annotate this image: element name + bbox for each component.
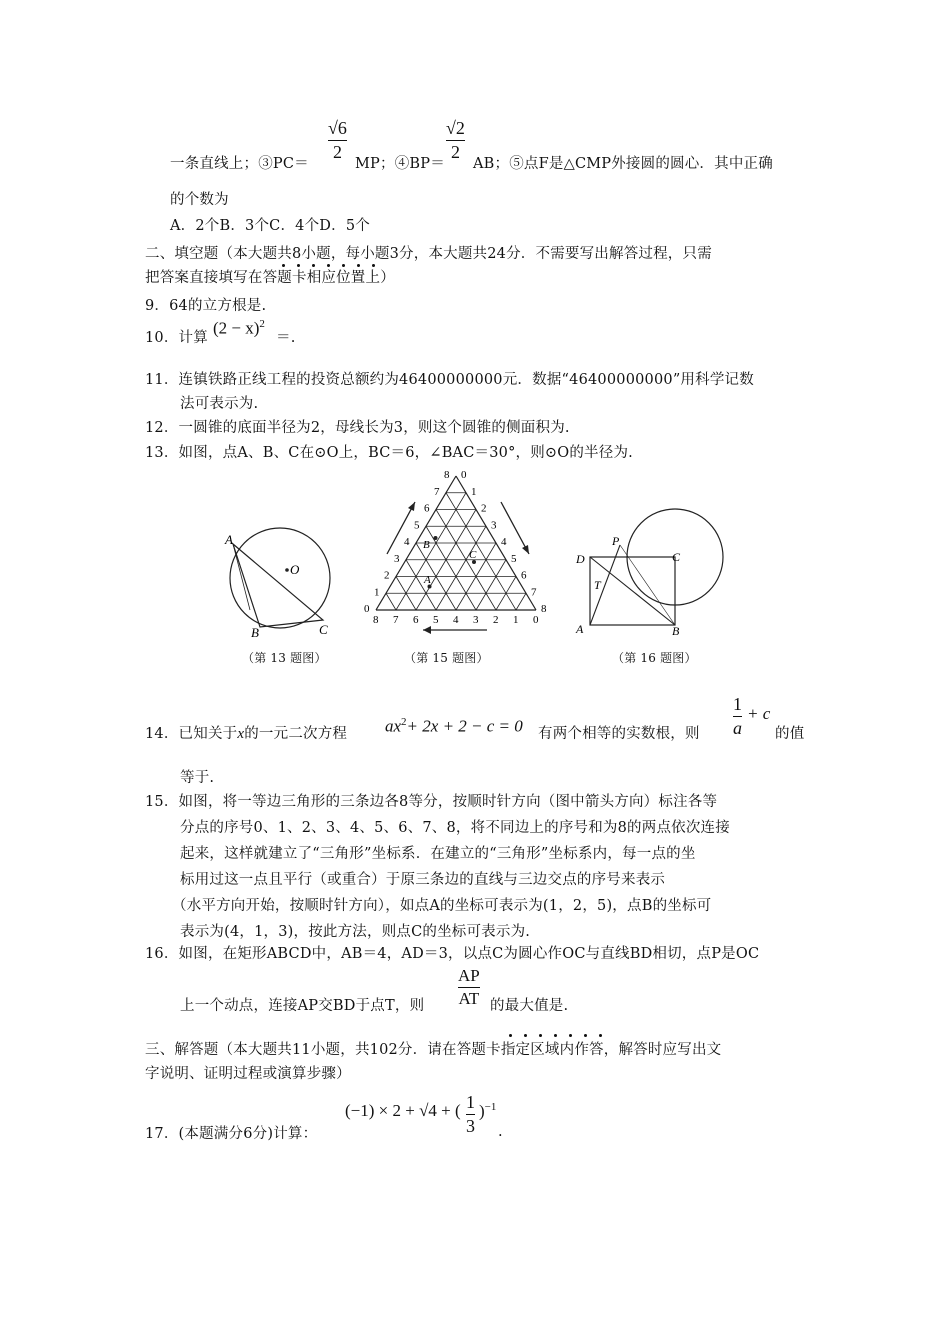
q8-line1-part3: AB；⑤点F是△CMP外接圆的圆心．其中正确 (473, 156, 773, 172)
left-num-7: 7 (434, 485, 440, 498)
arrow-left-edge (387, 502, 415, 554)
text-span: 上） (365, 270, 395, 286)
label-t: T (594, 578, 601, 592)
left-num-5: 5 (414, 519, 420, 532)
fraction-sqrt6-over-2 (328, 118, 347, 163)
label-c: C (469, 549, 477, 561)
label-d: D (576, 552, 585, 566)
label-c: C (319, 622, 328, 637)
q15-line1: 15．如图，将一等边三角形的三条边各8等分，按顺时针方向（图中箭头方向）标注各等 (145, 794, 718, 810)
q16-line2-part2: 的最大值是. (490, 998, 569, 1014)
q16-line2-part1: 上一个动点，连接AP交BD于点T，则 (180, 998, 425, 1014)
arrowhead-icon (423, 626, 431, 634)
variable-x: x (237, 726, 245, 742)
q17-prefix: 17．(本题满分6分)计算： (145, 1126, 318, 1142)
q16-line1: 16．如图，在矩形ABCD中，AB＝4，AD＝3，以点C为圆心作OC与直线BD相切，点P是OC (145, 946, 760, 962)
q14-frac-tail: + c (747, 704, 771, 723)
right-num-0: 0 (461, 469, 467, 481)
arrowhead-icon (408, 502, 415, 511)
bottom-num-1: 1 (513, 614, 519, 626)
exponent: 2 (401, 716, 407, 728)
fraction-1-over-a (733, 694, 742, 739)
bottom-num-7: 7 (393, 614, 399, 626)
fraction-1-over-3 (466, 1092, 475, 1137)
fraction-denominator: 2 (450, 142, 460, 162)
point-b (434, 536, 438, 540)
fraction-denominator: AT (458, 989, 480, 1008)
question-9: 9．64的立方根是. (145, 298, 267, 314)
bottom-num-3: 3 (473, 614, 479, 626)
label-a: A (424, 574, 431, 586)
right-num-8: 8 (541, 603, 547, 615)
q15-line5: （水平方向开始，按顺时针方向），如点A的坐标可表示为(1，2，5)，点B的坐标可 (172, 898, 712, 914)
fraction-numerator: √2 (446, 118, 465, 138)
label-p: P (612, 534, 620, 548)
bottom-num-2: 2 (493, 614, 499, 626)
label-a: A (576, 622, 584, 636)
right-num-2: 2 (481, 502, 487, 515)
question-11-line2: 法可表示为. (180, 396, 259, 412)
exponent: 2 (259, 318, 265, 330)
question-10 (145, 328, 208, 348)
label-o: O (290, 562, 300, 577)
bottom-num-4: 4 (453, 614, 459, 626)
figure-16 (568, 505, 738, 645)
grid-line (476, 560, 506, 610)
left-num-2: 2 (384, 569, 390, 582)
expression-part: ) (479, 1101, 485, 1121)
bottom-num-5: 5 (433, 614, 439, 626)
section2-heading-line2 (145, 268, 395, 288)
right-num-4: 4 (501, 536, 507, 548)
expression-text: (2 − x) (213, 318, 260, 338)
q10-prefix: 10．计算 (145, 330, 208, 346)
fraction-denominator: a (733, 718, 742, 738)
left-num-0: 0 (364, 603, 370, 615)
q14-equation (385, 716, 523, 737)
q15-line4: 标用过这一点且平行（或重合）于原三条边的直线与三边交点的序号来表示 (180, 872, 666, 888)
q15-line2: 分点的序号0、1、2、3、4、5、6、7、8，将不同边上的序号和为8的两点依次连接 (180, 820, 730, 836)
fraction-denominator: 3 (466, 1116, 475, 1136)
grid-line (436, 526, 486, 610)
center-point-o (285, 568, 289, 572)
fraction-numerator: √6 (328, 118, 347, 138)
equation-part: + 2x + 2 − c = 0 (406, 716, 523, 736)
triangle-grid (376, 476, 536, 610)
left-num-6: 6 (424, 502, 430, 515)
q8-line1-part2: MP；④BP＝ (355, 156, 445, 172)
q15-line6: 表示为(4，1，3)，按此方法，则点C的坐标可表示为. (180, 924, 531, 940)
bottom-edge-numbers (373, 614, 539, 626)
bottom-num-8: 8 (373, 614, 379, 626)
text-span: 把答案直接填写在 (145, 270, 263, 286)
emphasis-text: 答题卡相应位置 (262, 270, 366, 286)
fraction-ap-over-at (458, 966, 480, 1009)
arrowhead-icon (522, 545, 529, 554)
q14-mid2: 有两个相等的实数根，则 (538, 726, 700, 742)
left-num-8: 8 (444, 469, 450, 481)
q14-suffix: 的值 (775, 726, 805, 742)
figure-16-caption: （第 16 题图） (612, 651, 697, 665)
label-a: A (225, 532, 233, 547)
left-num-3: 3 (394, 552, 400, 565)
left-num-1: 1 (374, 586, 380, 599)
q17-end: . (498, 1124, 503, 1140)
right-num-1: 1 (471, 485, 477, 498)
q17-expression-b (479, 1101, 496, 1122)
grid-line (406, 560, 436, 610)
question-13: 13．如图，点A、B、C在⊙O上，BC＝6，∠BAC＝30°，则⊙O的半径为. (145, 445, 633, 461)
figure-13-caption: （第 13 题图） (242, 651, 327, 665)
grid-line (426, 526, 476, 610)
fraction-denominator: 2 (332, 142, 342, 162)
text-span: 内作答，解答时应写出文 (559, 1042, 722, 1058)
label-b: B (672, 624, 680, 638)
section3-heading-line1 (145, 1040, 721, 1060)
label-b: B (251, 625, 259, 640)
q14-line2: 等于. (180, 770, 215, 786)
text-span: 三、解答题（本大题共11小题，共102分．请在 (145, 1042, 457, 1058)
q10-expression (213, 318, 265, 339)
bottom-num-0: 0 (533, 614, 539, 626)
fraction-numerator: AP (458, 966, 480, 985)
right-num-7: 7 (531, 586, 537, 599)
figure-15-caption: （第 15 题图） (404, 651, 489, 665)
figure-15 (365, 462, 550, 642)
text-span: 14．已知关于 (145, 726, 238, 742)
label-c: C (672, 550, 681, 564)
exponent: −1 (484, 1101, 497, 1113)
bottom-num-6: 6 (413, 614, 419, 626)
q8-options: A．2个B．3个C．4个D．5个 (170, 218, 370, 234)
grid-line (386, 593, 396, 610)
section2-heading-line1: 二、填空题（本大题共8小题，每小题3分，本大题共24分．不需要写出解答过程，只需 (145, 246, 712, 262)
question-12: 12．一圆锥的底面半径为2，母线长为3，则这个圆锥的侧面积为. (145, 420, 570, 436)
grid-line (396, 493, 466, 610)
right-num-6: 6 (521, 569, 527, 582)
left-num-4: 4 (404, 536, 410, 548)
fraction-sqrt2-over-2 (446, 118, 465, 163)
q15-line3: 起来，这样就建立了“三角形”坐标系．在建立的“三角形”坐标系内，每一点的坐 (180, 846, 696, 862)
equation-part: ax (385, 716, 402, 736)
text-span: 的一元二次方程 (244, 726, 348, 742)
fraction-numerator: 1 (466, 1092, 475, 1112)
q14-prefix (145, 724, 347, 744)
section3-heading-line2: 字说明、证明过程或演算步骤） (145, 1066, 351, 1082)
fraction-numerator: 1 (733, 694, 742, 714)
grid-line (516, 593, 526, 610)
q8-line1-part1: 一条直线上；③PC＝ (170, 156, 309, 172)
right-num-3: 3 (491, 519, 497, 532)
emphasis-text: 答题卡指定区域 (456, 1042, 560, 1058)
q8-line2: 的个数为 (170, 192, 229, 208)
q17-expression-a: (−1) × 2 + √4 + ( (345, 1101, 461, 1120)
question-11-line1: 11．连镇铁路正线工程的投资总额约为46400000000元．数据“46400000000”用科学记数 (145, 372, 754, 388)
label-b: B (423, 539, 430, 551)
right-num-5: 5 (511, 552, 517, 565)
q10-suffix: ＝. (276, 330, 296, 346)
